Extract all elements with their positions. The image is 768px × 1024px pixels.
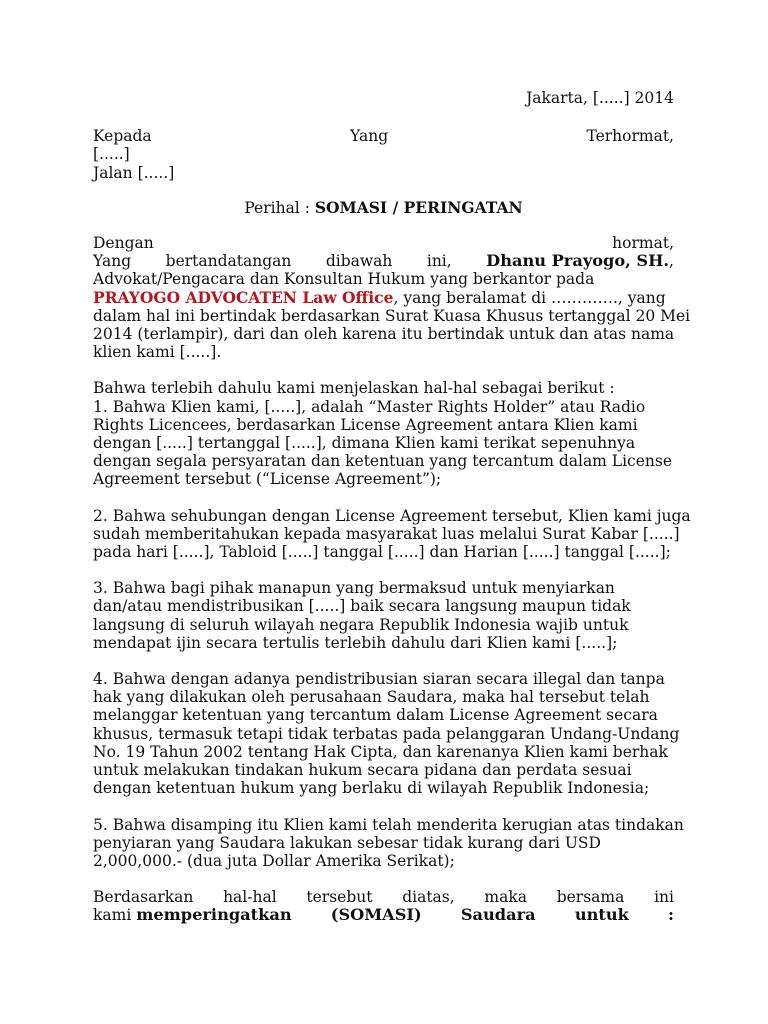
closing-word: bersama — [556, 888, 625, 907]
point-line: 4. Bahwa dengan adanya pendistribusian siaran secara illegal dan tanpa — [93, 670, 665, 689]
point-3 — [93, 579, 674, 652]
point-1 — [93, 398, 674, 489]
closing-bold-word: untuk — [574, 905, 629, 925]
greeting-word: hormat, — [612, 234, 674, 253]
point-line: 5. Bahwa disamping itu Klien kami telah menderita kerugian atas tindakan — [93, 815, 684, 834]
office-address: , yang beralamat di …………., yang — [393, 288, 666, 307]
opening-line-5: 2014 (terlampir), dari dan oleh karena itu bertindak untuk dan atas nama — [93, 325, 675, 344]
point-line: dengan segala persyaratan dan ketentuan yang tercantum dalam License — [93, 452, 673, 471]
recipient-name: [.....] — [93, 145, 130, 164]
point-line: khusus, termasuk tetapi tidak terbatas pada pelanggaran Undang-Undang — [93, 724, 680, 743]
closing-word: Berdasarkan — [93, 888, 194, 907]
signer-line — [93, 252, 674, 270]
opening-line-2: Advokat/Pengacara dan Konsultan Hukum yang berkantor pada — [93, 270, 595, 289]
closing-bold-word: memperingatkan — [136, 905, 292, 925]
point-line: melanggar ketentuan yang tercantum dalam License Agreement secara — [93, 706, 658, 725]
greeting-line — [93, 234, 674, 252]
point-line: Rights Licencees, berdasarkan License Agreement antara Klien kami — [93, 415, 638, 434]
point-line: mendapat ijin secara tertulis terlebih dahulu dari Klien kami [.....]; — [93, 633, 618, 652]
point-2 — [93, 506, 691, 562]
closing-bold-word: Saudara — [460, 905, 536, 925]
point-line: 2. Bahwa sehubungan dengan License Agreement tersebut, Klien kami juga — [93, 506, 691, 525]
closing-lead — [93, 906, 292, 924]
closing-word: tersebut — [306, 888, 373, 907]
opening-line-6: klien kami [.....]. — [93, 343, 222, 362]
signer-name-group — [486, 252, 674, 270]
point-line: 2,000,000.- (dua juta Dollar Amerika Serikat); — [93, 851, 455, 870]
point-5 — [93, 815, 684, 871]
closing-bold-word: (SOMASI) — [330, 905, 422, 925]
date-line: Jakarta, [.....] 2014 — [526, 89, 674, 107]
point-line: dengan ketentuan hukum yang berlaku di wilayah Republik Indonesia; — [93, 779, 650, 798]
subject-label: Perihal : — [244, 198, 315, 217]
recipient-salutation — [93, 127, 674, 145]
point-4 — [93, 670, 680, 798]
salutation-word: Kepada — [93, 127, 152, 146]
signer-name-suffix: , — [669, 252, 674, 271]
salutation-word: Terhormat, — [586, 127, 674, 146]
office-line — [93, 289, 674, 307]
subject-value: SOMASI / PERINGATAN — [314, 197, 523, 217]
point-line: No. 19 Tahun 2002 tentang Hak Cipta, dan karenanya Klien kami berhak — [93, 742, 668, 761]
office-name: PRAYOGO ADVOCATEN Law Office — [93, 287, 394, 307]
point-line: dan/atau mendistribusikan [.....] baik secara langsung maupun tidak — [93, 597, 631, 616]
point-line: hak yang dilakukan oleh perusahaan Saudara, maka hal tersebut telah — [93, 688, 650, 707]
greeting-word: Dengan — [93, 234, 154, 253]
signer-word: bertandatangan — [165, 252, 292, 271]
letter-body — [93, 89, 691, 925]
closing-line-2 — [93, 906, 674, 924]
point-line: pada hari [.....], Tabloid [.....] tanggal [.....] dan Harian [.....] tanggal [.....]; — [93, 543, 671, 562]
salutation-word: Yang — [349, 127, 389, 146]
closing-word: hal-hal — [223, 888, 277, 907]
signer-word: ini, — [426, 252, 452, 271]
closing-word: ini — [654, 888, 674, 907]
point-line: untuk melakukan tindakan hukum secara pidana dan perdata sesuai — [93, 761, 632, 780]
closing-prefix: kami — [93, 906, 137, 925]
closing-word: maka — [484, 888, 527, 907]
subject-line — [93, 199, 674, 217]
closing-word: diatas, — [402, 888, 455, 907]
point-line: 1. Bahwa Klien kami, [.....], adalah “Master Rights Holder” atau Radio — [93, 397, 646, 416]
point-line: penyiaran yang Saudara lakukan sebesar tidak kurang dari USD — [93, 833, 601, 852]
point-line: dengan [.....] tertanggal [.....], dimana Klien kami terikat sepenuhnya — [93, 434, 636, 453]
signer-word: dibawah — [325, 252, 393, 271]
recipient-address: Jalan [.....] — [93, 163, 175, 182]
point-line: langsung di seluruh wilayah negara Republik Indonesia wajib untuk — [93, 615, 629, 634]
opening-line-4: dalam hal ini bertindak berdasarkan Surat Kuasa Khusus tertanggal 20 Mei — [93, 306, 691, 325]
intro-line: Bahwa terlebih dahulu kami menjelaskan hal-hal sebagai berikut : — [93, 379, 615, 398]
signer-name: Dhanu Prayogo, SH. — [486, 251, 670, 271]
point-line: sudah memberitahukan kepada masyarakat luas melalui Surat Kabar [.....] — [93, 524, 680, 543]
signer-word: Yang — [93, 252, 132, 271]
closing-bold-word: : — [668, 905, 674, 925]
point-line: 3. Bahwa bagi pihak manapun yang bermaksud untuk menyiarkan — [93, 579, 615, 598]
closing-line-1 — [93, 888, 674, 906]
point-line: Agreement tersebut (“License Agreement”); — [93, 470, 442, 489]
